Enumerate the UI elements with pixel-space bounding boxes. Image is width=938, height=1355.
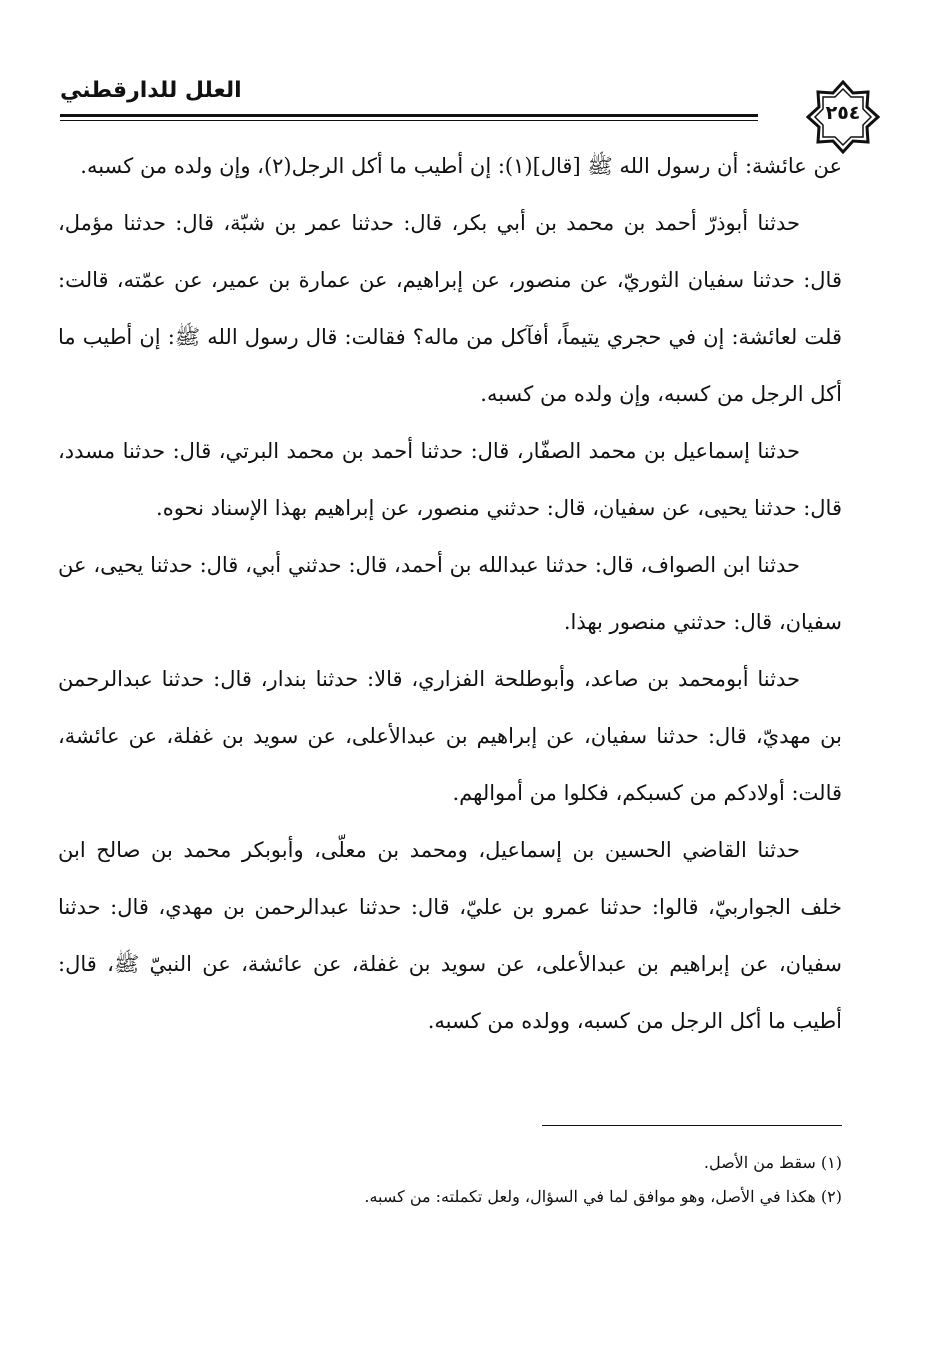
paragraph-6: حدثنا القاضي الحسين بن إسماعيل، ومحمد بن معلّى، وأبوبكر محمد بن صالح ابن خلف الجواربيّ، قالوا: حدثنا عمرو بن عليّ، قال: حدثنا عبدالرحمن بن مهدي، قال: حدثنا سفيان، عن إبراهيم بن عبدالأعلى، عن سويد بن غفلة، عن عائشة، عن النبيّ ﷺ، قال: أطيب ما أكل الرجل من كسبه، وولده من كسبه. bbox=[58, 838, 842, 1033]
header-rule-thick bbox=[60, 114, 758, 117]
page-header bbox=[60, 70, 861, 130]
header-rule-thin bbox=[60, 120, 758, 121]
footnote-2: (٢) هكذا في الأصل، وهو موافق لما في السؤال، ولعل تكملته: من كسبه. bbox=[364, 1187, 842, 1206]
footnote-1: (١) سقط من الأصل. bbox=[703, 1153, 842, 1172]
paragraph-2: حدثنا أبوذرّ أحمد بن محمد بن أبي بكر، قال: حدثنا عمر بن شبّة، قال: حدثنا مؤمل، قال: حدثنا سفيان الثوريّ، عن منصور، عن إبراهيم، عن عمارة بن عمير، عن عمّته، قالت: قلت لعائشة: إن في حجري يتيماً، أفآكل من ماله؟ فقالت: قال رسول الله ﷺ: إن أطيب ما أكل الرجل من كسبه، وإن ولده من كسبه. bbox=[58, 211, 842, 406]
footnotes bbox=[58, 1146, 842, 1214]
paragraph-3: حدثنا إسماعيل بن محمد الصفّار، قال: حدثنا أحمد بن محمد البرتي، قال: حدثنا مسدد، قال: حدثنا يحيى، عن سفيان، قال: حدثني منصور، عن إبراهيم بهذا الإسناد نحوه. bbox=[58, 439, 842, 520]
footnote-separator bbox=[542, 1125, 842, 1126]
paragraph-5: حدثنا أبومحمد بن صاعد، وأبوطلحة الفزاري، قالا: حدثنا بندار، قال: حدثنا عبدالرحمن بن مهديّ، قال: حدثنا سفيان، عن إبراهيم بن عبدالأعلى، عن سويد بن غفلة، عن عائشة، قالت: أولادكم من كسبكم، فكلوا من أموالهم. bbox=[58, 667, 842, 805]
paragraph-4: حدثنا ابن الصواف، قال: حدثنا عبدالله بن أحمد، قال: حدثني أبي، قال: حدثنا يحيى، عن سفيان، قال: حدثني منصور بهذا. bbox=[58, 553, 842, 634]
running-title: العلل للدارقطني bbox=[60, 78, 242, 103]
paragraph-1: عن عائشة: أن رسول الله ﷺ [قال](١): إن أطيب ما أكل الرجل(٢)، وإن ولده من كسبه. bbox=[80, 154, 842, 178]
page-number: ٢٥٤ bbox=[825, 102, 861, 124]
main-text bbox=[58, 138, 842, 1050]
